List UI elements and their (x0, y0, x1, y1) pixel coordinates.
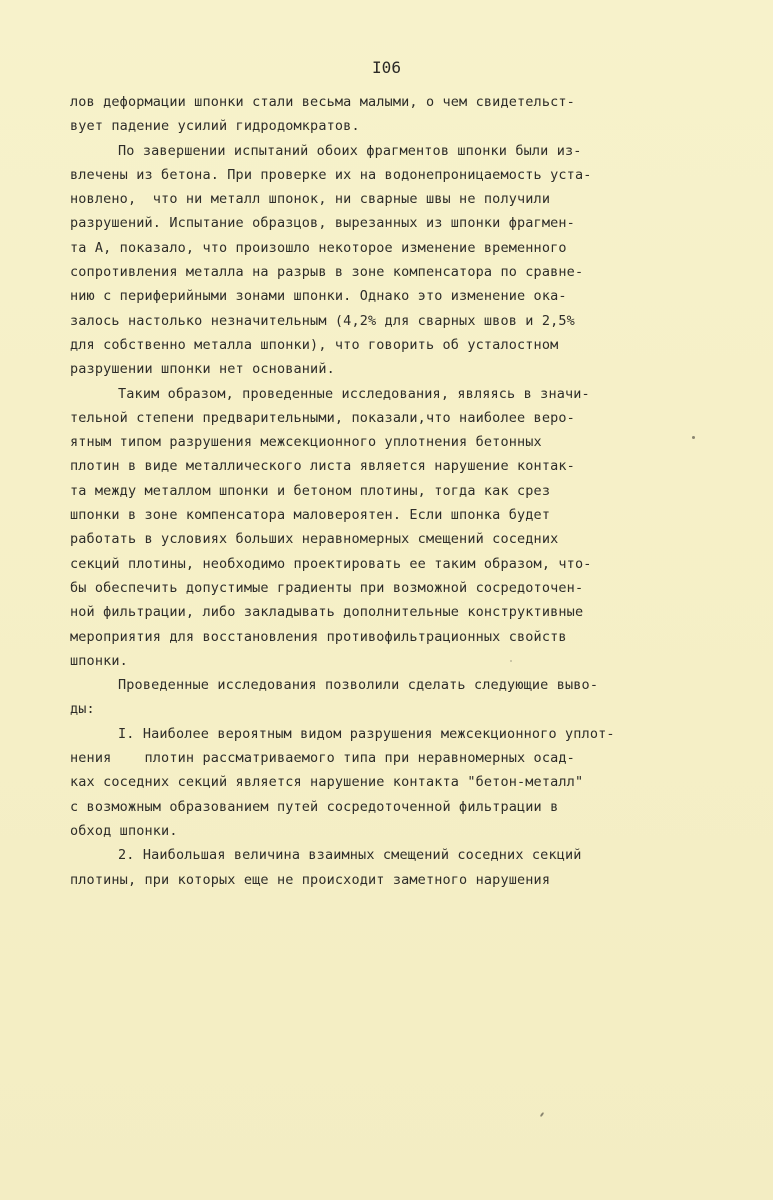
text-line: мероприятия для восстановления противофильтрационных свойств (70, 628, 567, 645)
text-line: работать в условиях больших неравномерных смещений соседних (70, 531, 559, 548)
text-line: ках соседних секций является нарушение контакта "бетон-металл" (70, 774, 584, 791)
text-line: ятным типом разрушения межсекционного уплотнения бетонных (70, 434, 542, 451)
text-line: ды: (70, 701, 95, 718)
text-line: та А, показало, что произошло некоторое изменение временного (70, 239, 567, 256)
text-line: разрушений. Испытание образцов, вырезанных из шпонки фрагмен- (70, 215, 575, 232)
text-line: лов деформации шпонки стали весьма малыми, о чем свидетельст- (70, 94, 575, 110)
text-line: сопротивления металла на разрыв в зоне компенсатора по сравне- (70, 264, 584, 281)
text-line: секций плотины, необходимо проектировать ее таким образом, что- (70, 555, 592, 572)
text-line: влечены из бетона. При проверке их на водонепроницаемость уста- (70, 166, 592, 183)
text-line: вует падение усилий гидродомкратов. (70, 118, 360, 135)
text-line: плотины, при которых еще не происходит заметного нарушения (70, 871, 551, 888)
text-line: для собственно металла шпонки), что говорить об усталостном (70, 336, 559, 353)
text-line: нения плотин рассматриваемого типа при неравномерных осад- (70, 750, 575, 767)
text-line: 2. Наибольшая величина взаимных смещений соседних секций (118, 847, 582, 864)
text-line: Таким образом, проведенные исследования, являясь в значи- (118, 385, 590, 402)
page-number: I06 (372, 58, 401, 77)
paper-speck (510, 660, 512, 662)
text-line: та между металлом шпонки и бетоном плотины, тогда как срез (70, 482, 551, 499)
text-line: обход шпонки. (70, 822, 178, 839)
body-text (70, 90, 710, 892)
text-line: нию с периферийными зонами шпонки. Однако это изменение ока- (70, 288, 567, 305)
text-line: шпонки. (70, 652, 128, 669)
text-line: ной фильтрации, либо закладывать дополнительные конструктивные (70, 604, 584, 621)
text-line: плотин в виде металлического листа является нарушение контак- (70, 458, 575, 475)
text-line: новлено, что ни металл шпонок, ни сварные швы не получили (70, 191, 551, 208)
text-line: бы обеспечить допустимые градиенты при возможной сосредоточен- (70, 579, 584, 596)
text-line: с возможным образованием путей сосредоточенной фильтрации в (70, 798, 559, 815)
text-line: Проведенные исследования позволили сделать следующие выво- (118, 677, 599, 694)
text-line: шпонки в зоне компенсатора маловероятен. Если шпонка будет (70, 507, 551, 524)
text-line: По завершении испытаний обоих фрагментов шпонки были из- (118, 142, 582, 159)
text-line: тельной степени предварительными, показали,что наиболее веро- (70, 409, 575, 426)
paper-speck (540, 1112, 545, 1117)
paper-speck (692, 436, 695, 439)
text-line: разрушении шпонки нет оснований. (70, 361, 335, 378)
text-line: залось настолько незначительным (4,2% для сварных швов и 2,5% (70, 312, 575, 329)
text-line: I. Наиболее вероятным видом разрушения межсекционного уплот- (118, 725, 615, 742)
